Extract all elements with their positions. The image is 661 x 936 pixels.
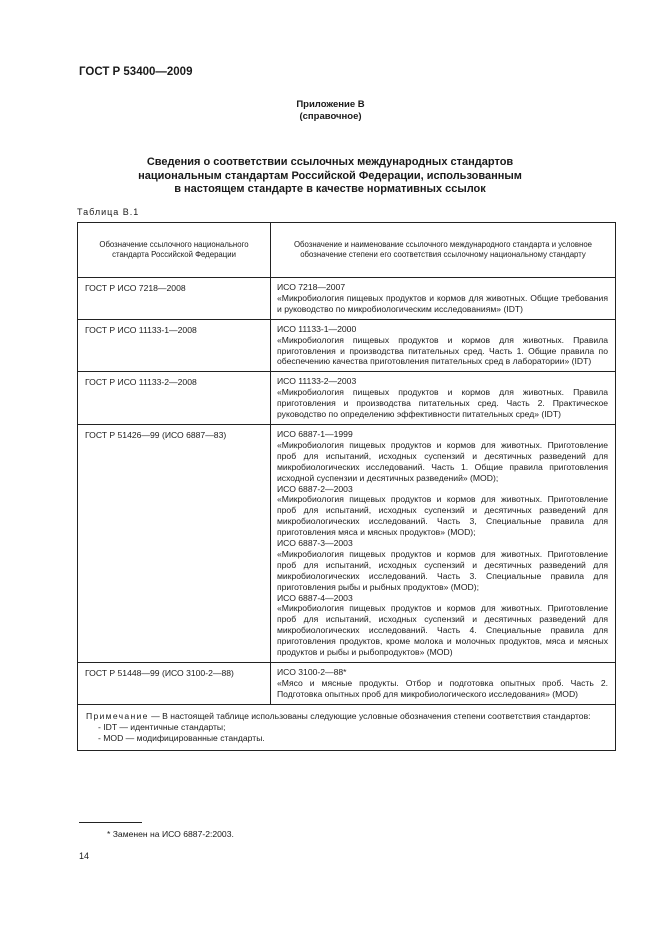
international-standard <box>271 663 616 705</box>
standard-code: ИСО 6887-3—2003 <box>277 538 353 549</box>
note-label: Примечание <box>86 710 149 721</box>
title-line: Сведения о соответствии ссылочных международных стандартов <box>146 156 514 168</box>
standard-title: «Микробиология пищевых продуктов и кормов для животных. Приготовление проб для испытаний, исходных суспензий и десятичных разведений для микробиологических исследований. Часть 3, Специальные правила для приготовления мяса и мясных продуктов» (MOD); <box>277 494 608 538</box>
international-standard <box>271 424 616 662</box>
header-national: Обозначение ссылочного национального стандарта Российской Федерации <box>78 223 271 278</box>
title-line: в настоящем стандарте в качестве нормативных ссылок <box>174 183 486 195</box>
appendix-heading <box>0 99 661 123</box>
table-row <box>78 372 616 425</box>
table-row <box>78 319 616 372</box>
national-standard: ГОСТ Р ИСО 11133-1—2008 <box>78 319 271 372</box>
standard-title: «Микробиология пищевых продуктов и кормов для животных. Приготовление проб для испытаний, исходных суспензий и десятичных разведений для микробиологических исследований. Часть 1. Общие правила приготовления исходной суспензии и десятичных разведений» (MOD); <box>277 439 608 483</box>
standard-code: ИСО 11133-1—2000 <box>277 323 357 334</box>
national-standard: ГОСТ Р 51426—99 (ИСО 6887—83) <box>78 424 271 662</box>
standard-title: «Микробиология пищевых продуктов и кормов для животных. Приготовление проб для испытаний, исходных суспензий и десятичных разведений для микробиологических исследований. Часть 3. Специальные правила для приготовления рыбы и рыбных продуктов» (MOD); <box>277 548 608 592</box>
appendix-main-title <box>120 156 540 197</box>
international-standard <box>271 372 616 425</box>
note-item: - MOD — модифицированные стандарты. <box>98 732 265 743</box>
standard-title: «Микробиология пищевых продуктов и кормов для животных. Общие требования и руководство по микробиологическим исследованиям» (IDT) <box>277 292 608 314</box>
national-standard: ГОСТ Р ИСО 7218—2008 <box>78 278 271 320</box>
standards-table <box>77 222 616 751</box>
footnote-separator <box>79 822 142 823</box>
standard-code: ИСО 3100-2—88* <box>277 667 347 677</box>
table-note <box>78 704 616 750</box>
table-note-row <box>78 704 616 750</box>
standard-code: ИСО 6887-2—2003 <box>277 483 353 494</box>
standard-code: ИСО 6887-1—1999 <box>277 428 353 439</box>
table-caption: Таблица В.1 <box>77 207 140 217</box>
appendix-subtitle: (справочное) <box>299 111 362 122</box>
standard-code: ИСО 6887-4—2003 <box>277 592 353 603</box>
note-body: — В настоящей таблице использованы следующие условные обозначения степени соответствия стандартов: <box>148 710 591 721</box>
footnote: * Заменен на ИСО 6887-2:2003. <box>107 829 234 839</box>
international-standard <box>271 319 616 372</box>
national-standard: ГОСТ Р ИСО 11133-2—2008 <box>78 372 271 425</box>
international-standard <box>271 278 616 320</box>
note-item: - IDT — идентичные стандарты; <box>98 721 226 732</box>
standard-title: «Мясо и мясные продукты. Отбор и подготовка опытных проб. Часть 2. Подготовка опытных проб для микробиологического исследования» (MOD) <box>277 677 608 699</box>
table-row <box>78 663 616 705</box>
table-row <box>78 278 616 320</box>
header-international: Обозначение и наименование ссылочного международного стандарта и условное обозначение степени его соответствия ссылочному национальному стандарту <box>271 223 616 278</box>
note-text <box>86 711 607 722</box>
appendix-title: Приложение В <box>296 99 365 110</box>
table-row <box>78 424 616 662</box>
standard-title: «Микробиология пищевых продуктов и кормов для животных. Правила приготовления и производства питательных сред. Часть 1. Общие правила по обеспечению качества приготовления питательных сред в лаборатории» (IDT) <box>277 334 608 367</box>
standard-title: «Микробиология пищевых продуктов и кормов для животных. Правила приготовления и производства питательных сред. Часть 2. Практическое руководство по определению эффективности питательных сред» (IDT) <box>277 387 608 420</box>
standard-code: ИСО 7218—2007 <box>277 282 346 292</box>
table-header-row <box>78 223 616 278</box>
standard-title: «Микробиология пищевых продуктов и кормов для животных. Приготовление проб для испытаний, исходных суспензий и десятичных разведений для микробиологических исследований. Часть 4. Специальные правила для приготовления продуктов, кроме молока и молочных продуктов, мяса и мясных продуктов и рыбы и рыбопродуктов» (MOD) <box>277 603 608 658</box>
document-number: ГОСТ Р 53400—2009 <box>79 66 193 78</box>
page-number: 14 <box>79 851 90 861</box>
standard-code: ИСО 11133-2—2003 <box>277 376 357 387</box>
national-standard: ГОСТ Р 51448—99 (ИСО 3100-2—88) <box>78 663 271 705</box>
title-line: национальным стандартам Российской Федерации, использованным <box>138 169 522 182</box>
